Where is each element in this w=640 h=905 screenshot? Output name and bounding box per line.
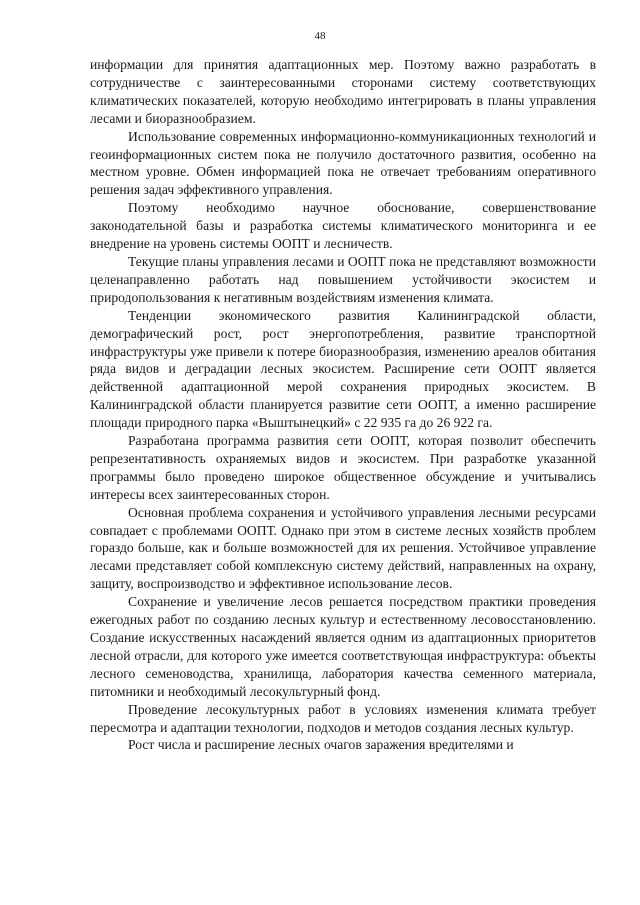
page-number: 48 [314, 30, 326, 42]
paragraph: Основная проблема сохранения и устойчивого управления лесными ресурсами совпадает с проблемами ООПТ. Однако при этом в системе лесных хозяйств проблем гораздо больше, как и больше возможностей для их решения. Устойчивое управление лесами представляет собой комплексную систему действий, направленных на охрану, защиту, воспроизводство и эффективное использование лесов. [90, 504, 596, 592]
paragraph: информации для принятия адаптационных мер. Поэтому важно разработать в сотрудничестве с заинтересованными сторонами систему соответствующих климатических показателей, которую необходимо интегрировать в планы управления лесами и биоразнообразием. [90, 57, 596, 126]
paragraph: Разработана программа развития сети ООПТ, которая позволит обеспечить репрезентативность охраняемых видов и экосистем. При разработке указанной программы было проведено широкое общественное обсуждение и учитывались интересы всех заинтересованных сторон. [90, 433, 596, 502]
paragraph: Тенденции экономического развития Калининградской области, демографический рост, рост энергопотребления, развитие транспортной инфраструктуры уже привели к потере биоразнообразия, изменению ареалов обитания ряда видов и деградации лесных экосистем. Расширение сети ООПТ является действенной адаптационной мерой сохранения природных экосистем. В Калининградской области планируется развитие сети ООПТ, а именно расширение площади природного парка «Выштынецкий» с 22 935 га до 26 922 га. [90, 307, 596, 431]
paragraph: Сохранение и увеличение лесов решается посредством практики проведения ежегодных работ по созданию лесных культур и естественному лесовосстановлению. Создание искусственных насаждений является одним из адаптационных приоритетов лесной отрасли, для которого уже имеется соответствующая инфраструктура: объекты лесного семеноводства, хранилища, лаборатория качества семенного материала, питомники и необходимый лесокультурный фонд. [90, 594, 596, 699]
paragraph: Проведение лесокультурных работ в условиях изменения климата требует пересмотра и адаптации технологии, подходов и методов создания лесных культур. [90, 701, 596, 735]
paragraph: Текущие планы управления лесами и ООПТ пока не представляют возможности целенаправленно работать над повышением устойчивости экосистем и природопользования к негативным воздействиям изменения климата. [90, 253, 596, 305]
body-text [90, 56, 596, 754]
paragraph: Рост числа и расширение лесных очагов заражения вредителями и [128, 737, 514, 753]
paragraph: Поэтому необходимо научное обоснование, совершенствование законодательной базы и разработка системы климатического мониторинга и ее внедрение на уровень системы ООПТ и лесничеств. [90, 200, 596, 252]
paragraph: Использование современных информационно-коммуникационных технологий и геоинформационных систем пока не получило достаточного развития, особенно на местном уровне. Обмен информацией пока не отвечает требованиям оперативного решения задач эффективного управления. [90, 128, 596, 198]
